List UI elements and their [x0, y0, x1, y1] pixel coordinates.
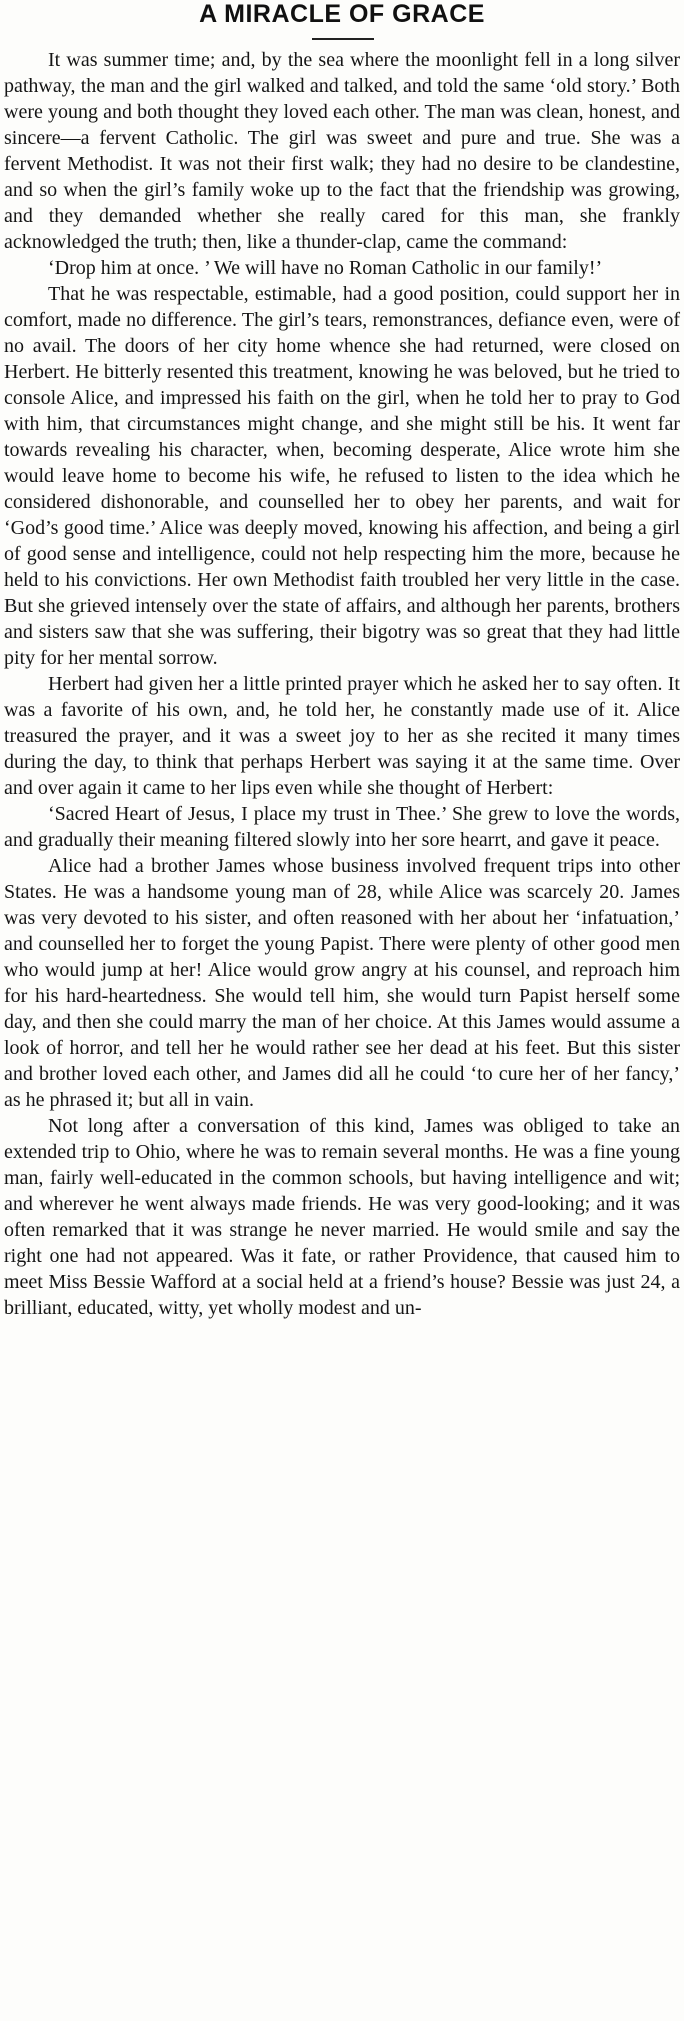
paragraph-sacred-heart: ‘Sacred Heart of Jesus, I place my trust in Thee.’ She grew to love the words, and gradually their meaning filtered slowly into her sore hearrt, and gave it peace. [4, 803, 680, 851]
article-body [4, 47, 680, 1321]
paragraph-james: Alice had a brother James whose business involved frequent trips into other States. He was a handsome young man of 28, while Alice was scarcely 20. James was very devoted to his sister, and often reasoned with her about her ‘infatuation,’ and counselled her to forget the young Papist. There were plenty of other good men who would jump at her! Alice would grow angry at his counsel, and reproach him for his hard-heartedness. She would tell him, she would turn Papist herself some day, and then she could marry the man of her choice. At this James would assume a look of horror, and tell her he would rather see her dead at his feet. But this sister and brother loved each other, and James did all he could ‘to cure her of her fancy,’ as he phrased it; but all in vain. [4, 855, 680, 1111]
paragraph-herbert: That he was respectable, estimable, had a good position, could support her in comfort, made no difference. The girl’s tears, remonstrances, defiance even, were of no avail. The doors of her city home whence she had returned, were closed on Herbert. He bitterly resented this treatment, knowing he was beloved, but he tried to console Alice, and impressed his faith on the girl, when he told her to pray to God with him, that circumstances might change, and she might still be his. It went far towards revealing his character, when, becoming desperate, Alice wrote him she would leave home to become his wife, he refused to listen to the idea which he considered dishonorable, and counselled her to obey her parents, and wait for ‘God’s good time.’ Alice was deeply moved, knowing his affection, and being a girl of good sense and intelligence, could not help respecting him the more, because he held to his convictions. Her own Methodist faith troubled her very little in the case. But she grieved intensely over the state of affairs, and although her parents, brothers and sisters saw that she was suffering, their bigotry was so great that they had little pity for her mental sorrow. [4, 283, 680, 669]
paragraph-command: ‘Drop him at once. ’ We will have no Roman Catholic in our family!’ [48, 257, 603, 279]
article-title: A MIRACLE OF GRACE [199, 0, 485, 28]
paragraph-ohio: Not long after a conversation of this kind, James was obliged to take an extended trip to Ohio, where he was to remain several months. He was a fine young man, fairly well-educated in the common schools, but having intelligence and wit; and wherever he went always made friends. He was very good-looking; and it was often remarked that it was strange he never married. He would smile and say the right one had not appeared. Was it fate, or rather Providence, that caused him to meet Miss Bessie Wafford at a social held at a friend’s house? Bessie was just 24, a brilliant, educated, witty, yet wholly modest and un- [4, 1115, 680, 1319]
paragraph-prayer: Herbert had given her a little printed prayer which he asked her to say often. It was a favorite of his own, and, he told her, he constantly made use of it. Alice treasured the prayer, and it was a sweet joy to her as she recited it many times during the day, to think that perhaps Herbert was saying it at the same time. Over and over again it came to her lips even while she thought of Herbert: [4, 673, 680, 799]
title-divider [312, 38, 374, 40]
paragraph-opening: It was summer time; and, by the sea where the moonlight fell in a long silver pathway, the man and the girl walked and talked, and told the same ‘old story.’ Both were young and both thought they loved each other. The man was clean, honest, and sincere—a fervent Catholic. The girl was sweet and pure and true. She was a fervent Methodist. It was not their first walk; they had no desire to be clandestine, and so when the girl’s family woke up to the fact that the friendship was growing, and they demanded whether she really cared for this man, she frankly acknowledged the truth; then, like a thunder-clap, came the command: [4, 49, 680, 253]
